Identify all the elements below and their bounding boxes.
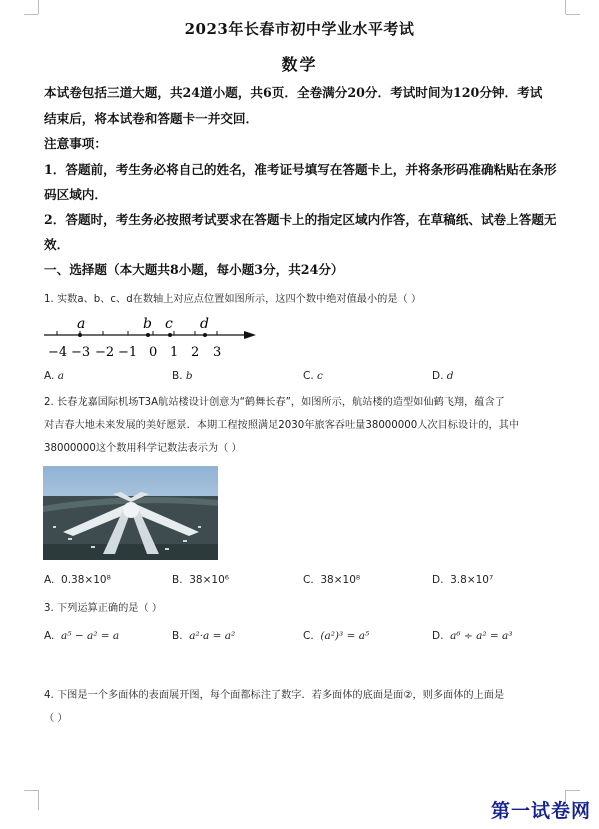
option-a[interactable]: A. 0.38×10⁸ xyxy=(44,574,111,586)
question-2-line-2: 对吉春大地未来发展的美好愿景．本期工程按照满足2030年旅客吞吐量38000000人次目标设计的，其中 xyxy=(44,420,520,431)
tick-label: −2 xyxy=(95,345,115,360)
option-a[interactable]: A. a⁵ − a² = a xyxy=(44,630,120,642)
option-c[interactable]: C. (a²)³ = a⁵ xyxy=(303,630,370,642)
option-b[interactable]: B. 38×10⁶ xyxy=(172,574,229,586)
tick-label: −3 xyxy=(71,345,91,360)
point-label-b: b xyxy=(143,316,152,332)
tick-label: −1 xyxy=(118,345,138,360)
question-4-line-2: （ ） xyxy=(44,713,68,724)
option-d[interactable]: D. d xyxy=(432,370,454,382)
tick-label: 2 xyxy=(191,345,200,360)
note-1-line-2: 码区域内． xyxy=(44,187,107,202)
section-1-heading: 一、选择题（本大题共8小题，每小题3分，共24分） xyxy=(44,262,344,277)
question-3-text: 3. 下列运算正确的是（ ） xyxy=(44,603,163,614)
notice-heading: 注意事项： xyxy=(44,136,107,151)
tick-label: 3 xyxy=(213,345,222,360)
question-2-line-1: 2. 长春龙嘉国际机场T3A航站楼设计创意为“鹤舞长春”，如图所示，航站楼的造型如仙鹤飞翔，蕴含了 xyxy=(44,397,505,408)
airport-terminal-photo xyxy=(43,466,218,560)
option-a[interactable]: A. a xyxy=(44,370,64,382)
exam-title: 2023年长春市初中学业水平考试 xyxy=(184,20,415,38)
question-2-line-3: 38000000这个数用科学记数法表示为（ ） xyxy=(44,443,242,454)
point-c xyxy=(168,333,172,337)
intro-line-2: 结束后，将本试卷和答题卡一并交回． xyxy=(44,111,259,126)
option-c[interactable]: C. c xyxy=(303,370,323,382)
crop-mark-top-right-h xyxy=(566,14,580,15)
point-label-c: c xyxy=(165,316,173,332)
option-c[interactable]: C. 38×10⁸ xyxy=(303,574,361,586)
point-d xyxy=(203,333,207,337)
site-watermark: 第一试卷网 xyxy=(490,800,591,822)
crop-mark-bottom-left-h xyxy=(24,790,38,791)
note-2-line-1: 2．答题时，考生务必按照考试要求在答题卡上的指定区域内作答，在草稿纸、试卷上答题无 xyxy=(44,212,557,227)
point-label-a: a xyxy=(77,316,86,332)
number-line-figure xyxy=(44,312,264,364)
question-1-text: 1. 实数a、b、c、d在数轴上对应点位置如图所示，这四个数中绝对值最小的是（ ） xyxy=(44,294,422,305)
option-b[interactable]: B. b xyxy=(172,370,193,382)
exam-subject: 数学 xyxy=(281,55,318,74)
point-label-d: d xyxy=(200,316,209,332)
crop-mark-bottom-right-h xyxy=(566,790,580,791)
crop-mark-top-right-v xyxy=(565,0,566,14)
number-line-arrow xyxy=(244,331,256,339)
tick-label: 0 xyxy=(149,345,158,360)
tick-label: 1 xyxy=(170,345,179,360)
option-b[interactable]: B. a²·a = a² xyxy=(172,630,236,642)
crop-mark-top-left-h xyxy=(24,14,38,15)
crop-mark-bottom-left-v xyxy=(38,790,39,810)
option-d[interactable]: D. a⁶ ÷ a² = a³ xyxy=(432,630,513,642)
question-4-line-1: 4. 下图是一个多面体的表面展开图，每个面都标注了数字．若多面体的底面是面②，则多面体的上面是 xyxy=(44,690,505,701)
crop-mark-top-left-v xyxy=(38,0,39,14)
note-2-line-2: 效． xyxy=(44,237,70,252)
option-d[interactable]: D. 3.8×10⁷ xyxy=(432,574,494,586)
intro-line-1: 本试卷包括三道大题，共24道小题，共6页．全卷满分20分．考试时间为120分钟．考试 xyxy=(44,85,543,100)
tick-label: −4 xyxy=(48,345,68,360)
point-b xyxy=(146,333,150,337)
note-1-line-1: 1．答题前，考生务必将自己的姓名，准考证号填写在答题卡上，并将条形码准确粘贴在条形 xyxy=(44,162,557,177)
point-a xyxy=(78,333,82,337)
